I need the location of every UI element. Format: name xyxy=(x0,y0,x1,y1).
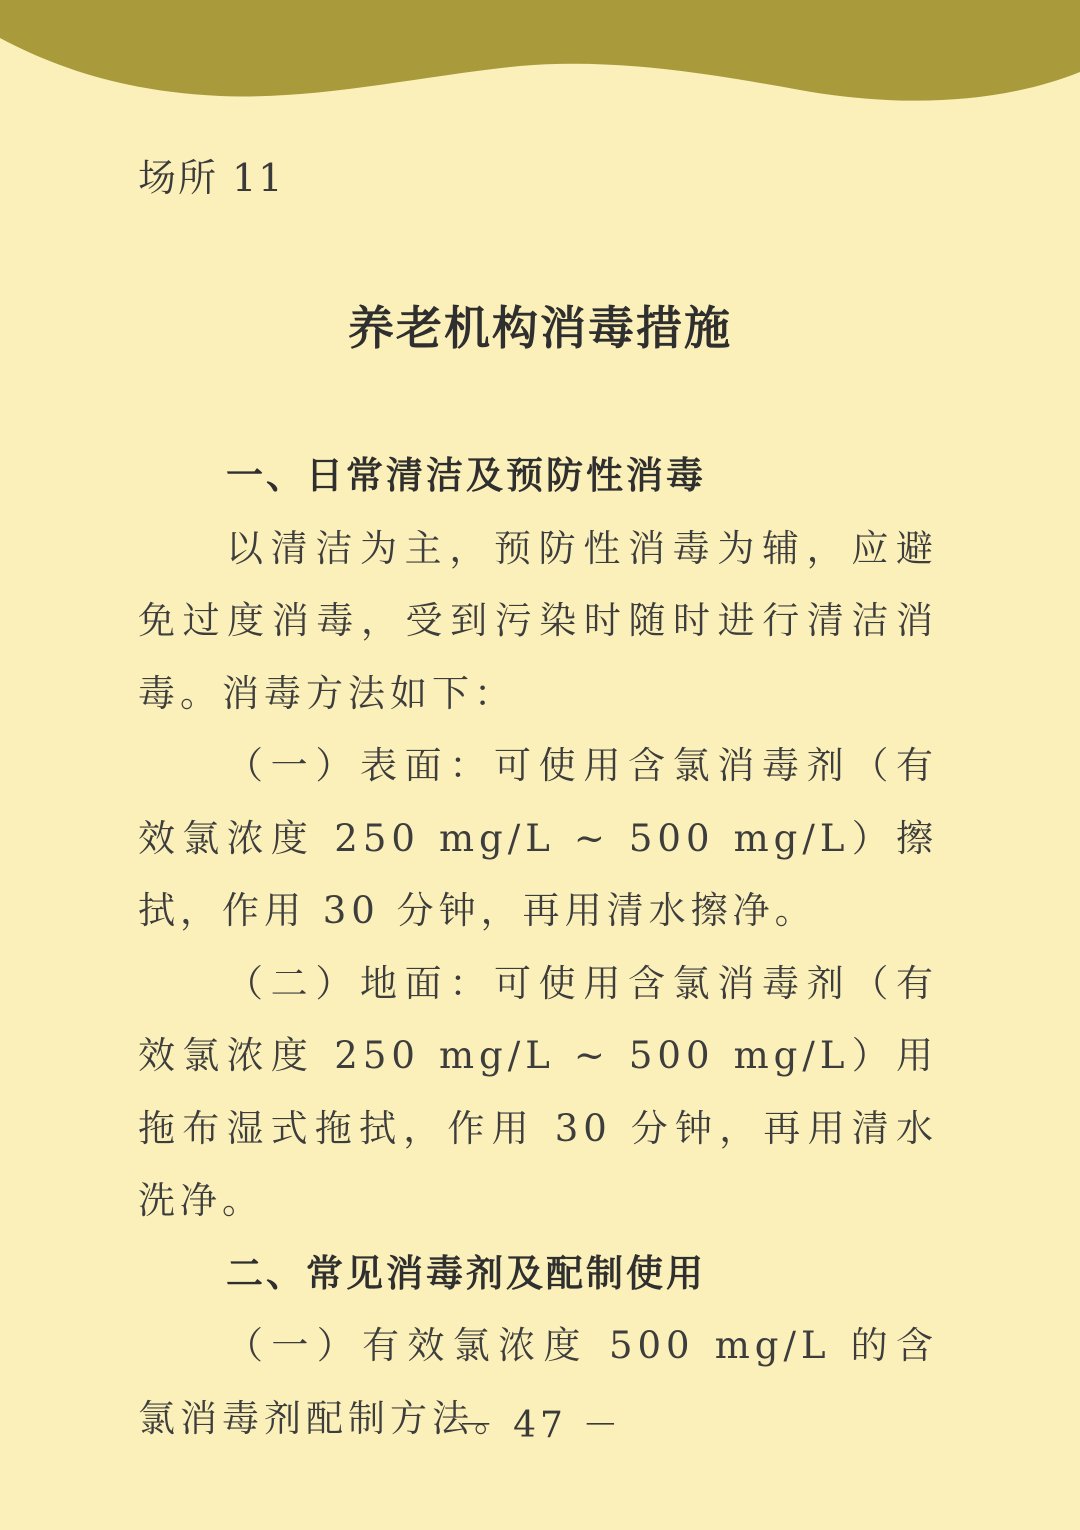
page-number: － 47 － xyxy=(457,1405,623,1446)
section-1-item-2: （二）地面：可使用含氯消毒剂（有效氯浓度 250 mg/L ~ 500 mg/L）用拖布湿式拖拭，作用 30 分钟，再用清水洗净。 xyxy=(138,961,938,1222)
page-title: 养老机构消毒措施 xyxy=(348,301,732,355)
section-heading-2: 二、常见消毒剂及配制使用 xyxy=(226,1251,706,1295)
section-1-intro: 以清洁为主，预防性消毒为辅，应避免过度消毒，受到污染时随时进行清洁消毒。消毒方法如下： xyxy=(138,526,938,715)
section-2-item-1: （一）有效氯浓度 500 mg/L 的含氯消毒剂配制方法。 xyxy=(138,1324,938,1440)
place-label: 场所 11 xyxy=(138,156,285,200)
header-wave-decoration xyxy=(0,0,1080,110)
section-1-item-1: （一）表面：可使用含氯消毒剂（有效氯浓度 250 mg/L ~ 500 mg/L）擦拭，作用 30 分钟，再用清水擦净。 xyxy=(138,744,938,932)
body-content xyxy=(138,440,938,1455)
section-heading-1: 一、日常清洁及预防性消毒 xyxy=(226,454,706,497)
